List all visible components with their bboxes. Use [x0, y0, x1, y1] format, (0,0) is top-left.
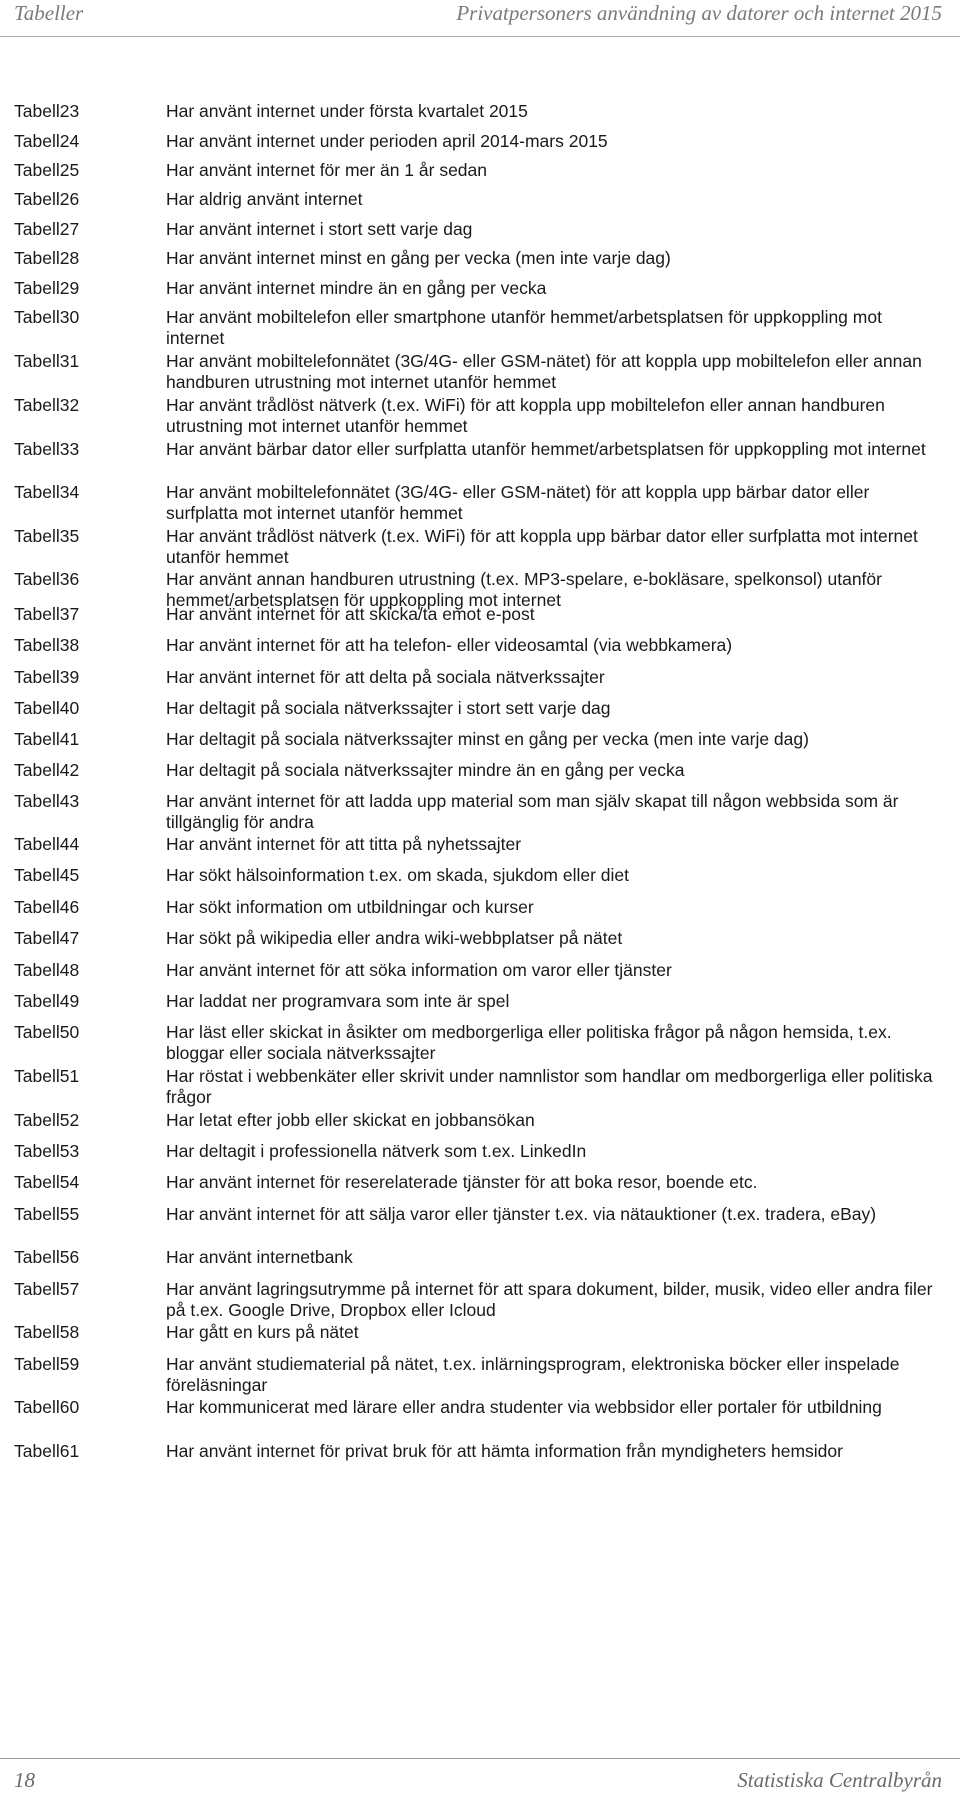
table-number: Tabell58: [14, 1322, 80, 1342]
table-description: Har använt trådlöst nätverk (t.ex. WiFi) för att koppla upp bärbar dator eller surfplatta mot internet utanför hemmet: [166, 526, 918, 567]
table-list-item: [14, 131, 954, 152]
table-list-item: [14, 1022, 954, 1063]
table-description: Har använt internet för att ladda upp material som man själv skapat till någon webbsida som är tillgänglig för andra: [166, 791, 899, 832]
table-number: Tabell27: [14, 219, 80, 239]
table-list-item: [14, 1204, 954, 1225]
table-list-item: [14, 1066, 954, 1107]
table-number: Tabell45: [14, 865, 80, 885]
table-number: Tabell44: [14, 834, 80, 854]
table-number: Tabell43: [14, 791, 80, 811]
table-list-item: [14, 1354, 954, 1395]
table-number: Tabell24: [14, 131, 80, 151]
table-description: Har använt internet i stort sett varje dag: [166, 219, 473, 239]
table-number: Tabell39: [14, 667, 80, 687]
table-description: Har använt mobiltelefonnätet (3G/4G- eller GSM-nätet) för att koppla upp mobiltelefon eller annan handburen utrustning mot internet utanför hemmet: [166, 351, 922, 392]
table-number: Tabell32: [14, 395, 80, 415]
table-description: Har använt bärbar dator eller surfplatta utanför hemmet/arbetsplatsen för uppkoppling mot internet: [166, 439, 926, 459]
table-number: Tabell36: [14, 569, 80, 589]
table-description: Har använt internet för reserelaterade tjänster för att boka resor, boende etc.: [166, 1172, 758, 1192]
table-description: Har deltagit på sociala nätverkssajter minst en gång per vecka (men inte varje dag): [166, 729, 809, 749]
table-list-item: [14, 351, 954, 392]
table-number: Tabell23: [14, 101, 80, 121]
table-number: Tabell35: [14, 526, 80, 546]
table-description: Har röstat i webbenkäter eller skrivit under namnlistor som handlar om medborgerliga eller politiska frågor: [166, 1066, 933, 1107]
table-list-item: [14, 1172, 954, 1193]
table-number: Tabell61: [14, 1441, 80, 1461]
table-list-item: [14, 307, 954, 348]
table-list-item: [14, 865, 954, 886]
table-description: Har använt studiematerial på nätet, t.ex. inlärningsprogram, elektroniska böcker eller inspelade föreläsningar: [166, 1354, 900, 1395]
table-description: Har använt internet för privat bruk för att hämta information från myndigheters hemsidor: [166, 1441, 843, 1461]
table-list-item: [14, 729, 954, 750]
table-number: Tabell57: [14, 1279, 80, 1299]
table-list-item: [14, 219, 954, 240]
table-list-item: [14, 604, 954, 625]
table-list-item: [14, 834, 954, 855]
table-number: Tabell54: [14, 1172, 80, 1192]
table-list-item: [14, 1279, 954, 1320]
table-list-item: [14, 1322, 954, 1343]
table-number: Tabell29: [14, 278, 80, 298]
table-description: Har aldrig använt internet: [166, 189, 363, 209]
table-description: Har använt internet under perioden april 2014-mars 2015: [166, 131, 608, 151]
table-list-item: [14, 101, 954, 122]
table-description: Har använt mobiltelefon eller smartphone utanför hemmet/arbetsplatsen för uppkoppling mot internet: [166, 307, 882, 348]
table-description: Har sökt på wikipedia eller andra wiki-webbplatser på nätet: [166, 928, 623, 948]
table-number: Tabell49: [14, 991, 80, 1011]
table-number: Tabell31: [14, 351, 80, 371]
table-description: Har använt internet under första kvartalet 2015: [166, 101, 528, 121]
table-description: Har laddat ner programvara som inte är spel: [166, 991, 510, 1011]
table-description: Har läst eller skickat in åsikter om medborgerliga eller politiska frågor på någon hemsida, t.ex. bloggar eller sociala nätverkssajter: [166, 1022, 892, 1063]
table-list-item: [14, 1141, 954, 1162]
table-number: Tabell59: [14, 1354, 80, 1374]
table-number: Tabell38: [14, 635, 80, 655]
table-description: Har använt mobiltelefonnätet (3G/4G- eller GSM-nätet) för att koppla upp bärbar dator eller surfplatta mot internet utanför hemmet: [166, 482, 870, 523]
header-divider: [0, 36, 960, 37]
table-number: Tabell26: [14, 189, 80, 209]
table-list-item: [14, 791, 954, 832]
table-list-item: [14, 667, 954, 688]
table-description: Har använt internet för att ha telefon- eller videosamtal (via webbkamera): [166, 635, 733, 655]
table-description: Har använt internet minst en gång per vecka (men inte varje dag): [166, 248, 671, 268]
table-number: Tabell53: [14, 1141, 80, 1161]
footer-divider: [0, 1758, 960, 1759]
page-footer: [14, 1768, 942, 1798]
table-description: Har använt internet mindre än en gång per vecka: [166, 278, 547, 298]
table-number: Tabell52: [14, 1110, 80, 1130]
table-description: Har använt internet för att delta på sociala nätverkssajter: [166, 667, 605, 687]
table-number: Tabell56: [14, 1247, 80, 1267]
table-list-item: [14, 928, 954, 949]
table-number: Tabell25: [14, 160, 80, 180]
table-description: Har deltagit på sociala nätverkssajter mindre än en gång per vecka: [166, 760, 685, 780]
table-number: Tabell46: [14, 897, 80, 917]
table-number: Tabell60: [14, 1397, 80, 1417]
table-number: Tabell28: [14, 248, 80, 268]
page-number: 18: [14, 1768, 35, 1792]
table-list-item: [14, 1397, 954, 1418]
table-description: Har använt trådlöst nätverk (t.ex. WiFi) för att koppla upp mobiltelefon eller annan handburen utrustning mot internet utanför hemmet: [166, 395, 885, 436]
table-number: Tabell34: [14, 482, 80, 502]
table-number: Tabell42: [14, 760, 80, 780]
publisher-name: Statistiska Centralbyrån: [737, 1768, 942, 1792]
table-number: Tabell41: [14, 729, 80, 749]
table-description: Har använt lagringsutrymme på internet för att spara dokument, bilder, musik, video eller andra filer på t.ex. Google Drive, Dropbox eller Icloud: [166, 1279, 933, 1320]
table-description: Har använt internet för mer än 1 år sedan: [166, 160, 488, 180]
table-number: Tabell47: [14, 928, 80, 948]
table-number: Tabell40: [14, 698, 80, 718]
table-list-item: [14, 698, 954, 719]
table-list-item: [14, 439, 954, 460]
table-number: Tabell30: [14, 307, 80, 327]
table-list-item: [14, 160, 954, 181]
table-description: Har använt internetbank: [166, 1247, 353, 1267]
table-description: Har använt internet för att söka information om varor eller tjänster: [166, 960, 672, 980]
table-number: Tabell33: [14, 439, 80, 459]
table-description: Har letat efter jobb eller skickat en jobbansökan: [166, 1110, 535, 1130]
table-list-item: [14, 1110, 954, 1131]
table-list-item: [14, 991, 954, 1012]
table-list-item: [14, 248, 954, 269]
table-description: Har deltagit på sociala nätverkssajter i stort sett varje dag: [166, 698, 611, 718]
table-number: Tabell50: [14, 1022, 80, 1042]
header-report-title: Privatpersoners användning av datorer och internet 2015: [456, 1, 942, 25]
table-description: Har använt internet för att titta på nyhetssajter: [166, 834, 522, 854]
table-list-item: [14, 526, 954, 567]
table-list-item: [14, 1247, 954, 1268]
table-description: Har kommunicerat med lärare eller andra studenter via webbsidor eller portaler för utbildning: [166, 1397, 882, 1417]
table-list-item: [14, 760, 954, 781]
table-number: Tabell51: [14, 1066, 80, 1086]
table-list-item: [14, 897, 954, 918]
table-description: Har använt annan handburen utrustning (t.ex. MP3-spelare, e-bokläsare, spelkonsol) utanför hemmet/arbetsplatsen för uppkoppling mot internet: [166, 569, 882, 610]
header-section-title: Tabeller: [14, 1, 84, 25]
table-list-item: [14, 395, 954, 436]
table-list-item: [14, 278, 954, 299]
table-list-item: [14, 189, 954, 210]
table-list-item: [14, 960, 954, 981]
table-list-item: [14, 635, 954, 656]
table-number: Tabell55: [14, 1204, 80, 1224]
table-description: Har sökt hälsoinformation t.ex. om skada, sjukdom eller diet: [166, 865, 629, 885]
table-number: Tabell48: [14, 960, 80, 980]
table-number: Tabell37: [14, 604, 80, 624]
table-description: Har gått en kurs på nätet: [166, 1322, 359, 1342]
table-description: Har använt internet för att skicka/ta emot e-post: [166, 604, 535, 624]
table-list-item: [14, 1441, 954, 1462]
table-description: Har sökt information om utbildningar och kurser: [166, 897, 534, 917]
table-description: Har deltagit i professionella nätverk som t.ex. LinkedIn: [166, 1141, 587, 1161]
page-header: [14, 0, 942, 36]
table-description: Har använt internet för att sälja varor eller tjänster t.ex. via nätauktioner (t.ex. tradera, eBay): [166, 1204, 877, 1224]
table-list-item: [14, 482, 954, 523]
